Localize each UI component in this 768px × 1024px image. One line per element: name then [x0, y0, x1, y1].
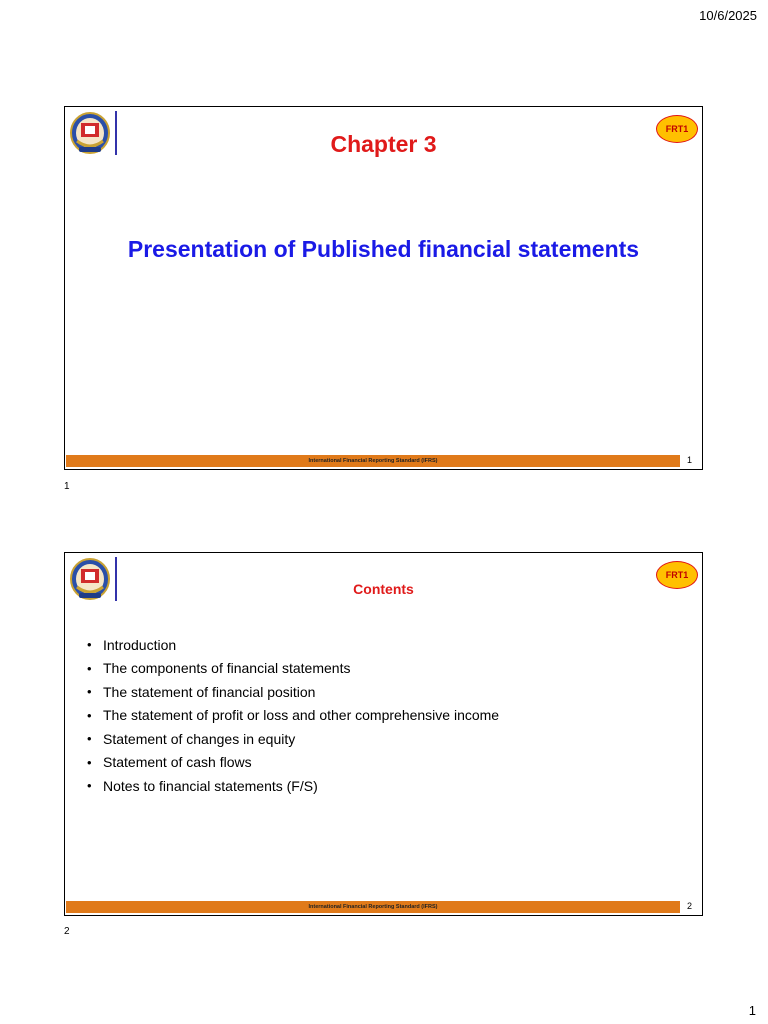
contents-list	[87, 633, 499, 798]
bullet-icon: •	[87, 684, 92, 700]
slide-footer-bar	[66, 455, 680, 467]
list-item: • The statement of financial position	[87, 683, 316, 700]
list-item: • Notes to financial statements (F/S)	[87, 777, 318, 794]
slide-subtitle: Presentation of Published financial statements	[127, 236, 640, 262]
list-item: • Introduction	[87, 636, 177, 653]
page-number: 1	[748, 1003, 756, 1018]
course-badge: FRT1	[656, 115, 698, 143]
bullet-icon: •	[87, 731, 92, 747]
bullet-icon: •	[87, 778, 92, 794]
course-badge: FRT1	[656, 561, 698, 589]
bullet-icon: •	[87, 660, 92, 676]
list-item: • The statement of profit or loss and other comprehensive income	[87, 707, 500, 724]
slide-title: Contents	[353, 581, 414, 597]
bullet-icon: •	[87, 754, 92, 770]
print-date: 10/6/2025	[699, 8, 757, 23]
slide-footer-bar	[66, 901, 680, 913]
list-item: • The components of financial statements	[87, 660, 351, 677]
footer-text: International Financial Reporting Standard (IFRS)	[308, 904, 438, 910]
slide-title: Chapter 3	[330, 131, 437, 157]
slide-number: 2	[686, 901, 692, 911]
bullet-icon: •	[87, 637, 92, 653]
list-item: • Statement of cash flows	[87, 754, 252, 771]
slide-label: 1	[64, 481, 70, 492]
footer-text: International Financial Reporting Standard (IFRS)	[308, 458, 438, 464]
slide-2	[64, 552, 703, 916]
slide-number: 1	[686, 455, 692, 465]
list-item: • Statement of changes in equity	[87, 730, 296, 747]
slide-label: 2	[64, 926, 70, 937]
bullet-icon: •	[87, 707, 92, 723]
slide-1	[64, 106, 703, 470]
